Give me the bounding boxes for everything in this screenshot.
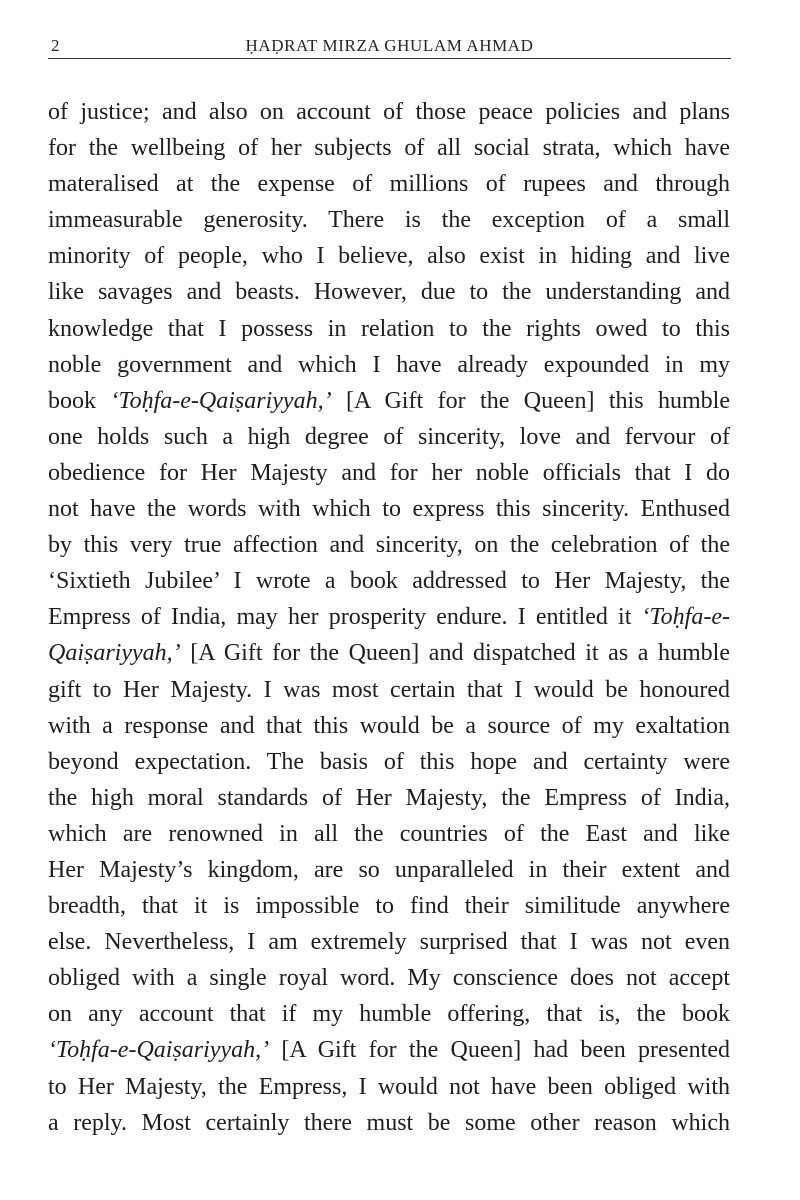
text-line	[48, 1032, 730, 1068]
text-run: a reply. Most certainly there must be some other reason which	[48, 1109, 730, 1136]
text-line	[48, 130, 730, 166]
page-number: 2	[51, 36, 60, 55]
text-run: not have the words with which to express this sincerity. Enthused	[48, 496, 730, 523]
text-line	[48, 347, 730, 383]
header-title: ḤAḌRAT MIRZA GHULAM AHMAD	[245, 36, 534, 55]
text-line	[48, 780, 730, 816]
text-run: by this very true affection and sincerity, on the celebration of the	[48, 532, 730, 559]
text-run: immeasurable generosity. There is the exception of a small	[48, 207, 730, 234]
text-line	[48, 816, 730, 852]
text-line	[48, 94, 730, 130]
text-run: minority of people, who I believe, also exist in hiding and live	[48, 243, 730, 270]
text-line	[48, 238, 730, 274]
text-run: [A Gift for the Queen] and dispatched it as a humble	[180, 640, 730, 667]
text-run: obedience for Her Majesty and for her noble officials that I do	[48, 459, 730, 486]
text-line	[48, 996, 730, 1032]
text-run: breadth, that it is impossible to find their similitude anywhere	[48, 893, 730, 920]
text-run: beyond expectation. The basis of this hope and certainty were	[48, 748, 730, 775]
text-run: the high moral standards of Her Majesty, the Empress of India,	[48, 784, 730, 811]
text-run: materalised at the expense of millions of rupees and through	[48, 171, 730, 198]
book-title-run: ‘Toḥfa-e-Qaiṣariyyah,’	[48, 1037, 270, 1064]
text-line	[48, 599, 730, 635]
text-line	[48, 166, 730, 202]
text-line	[48, 924, 730, 960]
text-run: to Her Majesty, the Empress, I would not have been obliged with	[48, 1073, 730, 1100]
text-line	[48, 635, 730, 671]
text-run: knowledge that I possess in relation to the rights owed to this	[48, 315, 730, 342]
text-line	[48, 563, 730, 599]
text-line	[48, 1105, 730, 1141]
text-line	[48, 383, 730, 419]
text-line	[48, 708, 730, 744]
text-run: Her Majesty’s kingdom, are so unparalleled in their extent and	[48, 856, 730, 883]
book-title-run: ‘Toḥfa-e-	[641, 604, 730, 631]
text-line	[48, 852, 730, 888]
text-run: [A Gift for the Queen] this humble	[331, 387, 730, 414]
text-line	[48, 274, 730, 310]
text-run: gift to Her Majesty. I was most certain that I would be honoured	[48, 676, 730, 703]
text-run: on any account that if my humble offering, that is, the book	[48, 1001, 730, 1028]
text-line	[48, 888, 730, 924]
text-line	[48, 744, 730, 780]
text-line	[48, 960, 730, 996]
text-run: noble government and which I have already expounded in my	[48, 351, 730, 378]
text-line	[48, 1069, 730, 1105]
body-text	[48, 94, 730, 1141]
text-run: which are renowned in all the countries of the East and like	[48, 820, 730, 847]
running-header	[48, 34, 731, 58]
text-run: book	[48, 387, 111, 414]
header-rule	[48, 58, 731, 59]
text-line	[48, 202, 730, 238]
text-run: Empress of India, may her prosperity endure. I entitled it	[48, 604, 642, 631]
text-line	[48, 527, 730, 563]
text-line	[48, 672, 730, 708]
text-run: like savages and beasts. However, due to the understanding and	[48, 279, 730, 306]
text-run: [A Gift for the Queen] had been presented	[269, 1037, 730, 1064]
text-run: for the wellbeing of her subjects of all social strata, which have	[48, 135, 730, 162]
text-line	[48, 455, 730, 491]
book-title-run: Qaiṣariyyah,’	[48, 640, 181, 667]
book-title-run: ‘Toḥfa-e-Qaiṣariyyah,’	[110, 387, 332, 414]
text-line	[48, 419, 730, 455]
text-run: obliged with a single royal word. My conscience does not accept	[48, 965, 730, 992]
text-run: of justice; and also on account of those peace policies and plans	[48, 99, 730, 125]
text-run: one holds such a high degree of sincerity, love and fervour of	[48, 423, 730, 450]
text-line	[48, 311, 730, 347]
text-line	[48, 491, 730, 527]
text-run: else. Nevertheless, I am extremely surprised that I was not even	[48, 929, 730, 956]
text-run: ‘Sixtieth Jubilee’ I wrote a book addressed to Her Majesty, the	[48, 568, 730, 595]
text-run: with a response and that this would be a source of my exaltation	[48, 712, 730, 739]
